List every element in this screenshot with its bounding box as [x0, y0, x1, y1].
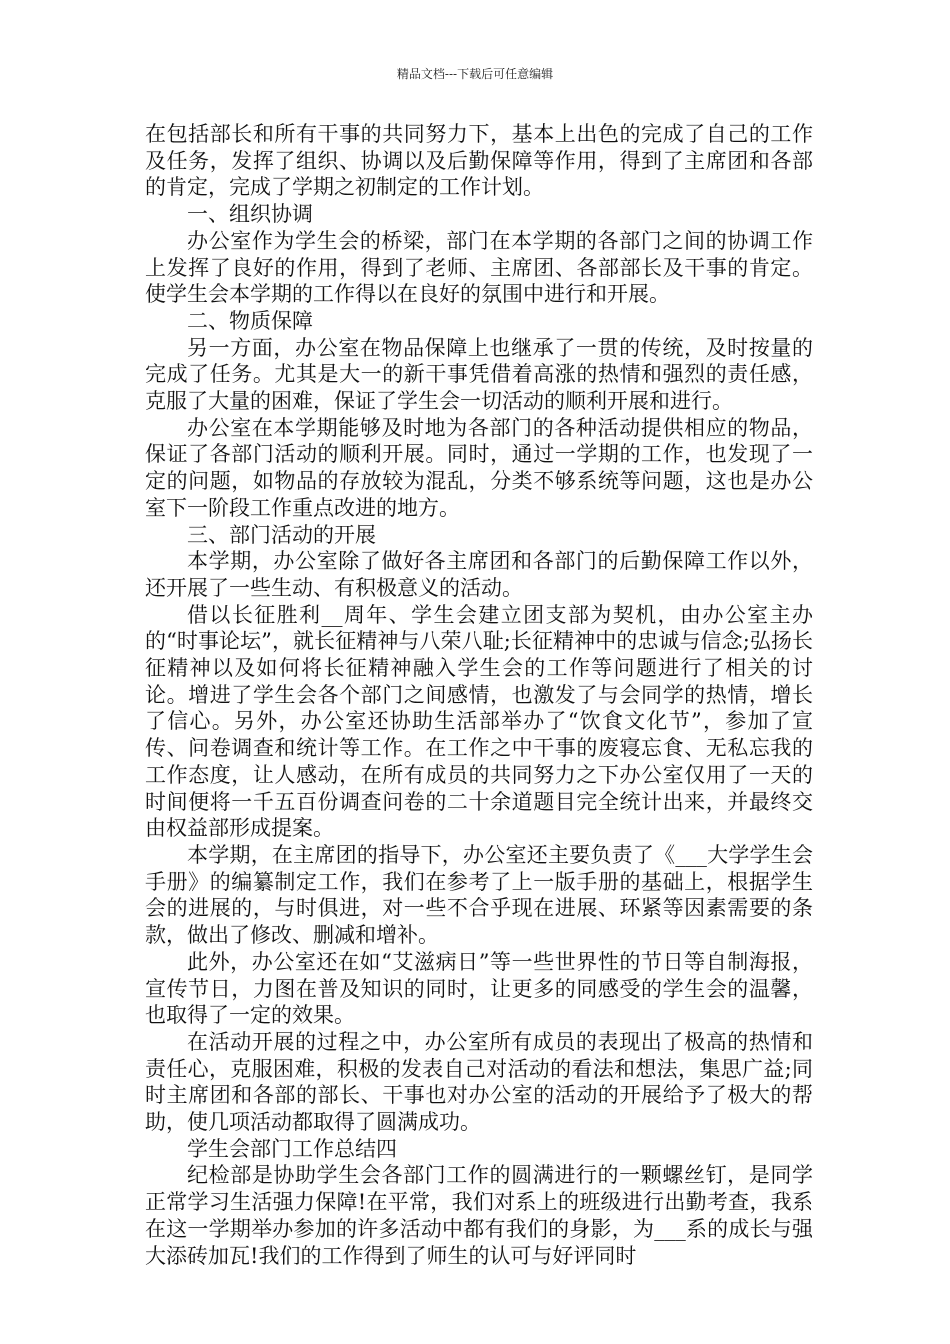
paragraph-handbook: 本学期，在主席团的指导下，办公室还主要负责了《___大学学生会手册》的编纂制定工作，我们在参考了上一版手册的基础上，根据学生会的进展的，与时俱进，对一些不合乎现在进展、环紧等因素需要的条款，做出了修改、删减和增补。: [145, 842, 813, 948]
paragraph-posters: 此外，办公室还在如“艾滋病日”等一些世界性的节日等自制海报，宣传节日，力图在普及知识的同时，让更多的同感受的学生会的温馨，也取得了一定的效果。: [145, 949, 813, 1028]
paragraph-coordination: 办公室作为学生会的桥梁，部门在本学期的各部门之间的协调工作上发挥了良好的作用，得到了老师、主席团、各部部长及干事的肯定。使学生会本学期的工作得以在良好的氛围中进行和开展。: [145, 228, 813, 307]
section-heading-summary-four: 学生会部门工作总结四: [187, 1136, 397, 1161]
paragraph-intro: 在包括部长和所有干事的共同努力下，基本上出色的完成了自己的工作及任务，发挥了组织、协调以及后勤保障等作用，得到了主席团和各部的肯定，完成了学期之初制定的工作计划。: [145, 122, 813, 200]
paragraph-summary: 在活动开展的过程之中，办公室所有成员的表现出了极高的热情和责任心，克服困难，积极的发表自己对活动的看法和想法，集思广益;同时主席团和各部的部长、干事也对办公室的活动的开展给予了极大的帮助，使几项活动都取得了圆满成功。: [145, 1029, 813, 1135]
section-heading-activities: 三、部门活动的开展: [187, 522, 376, 547]
paragraph-supplies-2: 办公室在本学期能够及时地为各部门的各种活动提供相应的物品，保证了各部门活动的顺利开展。同时，通过一学期的工作，也发现了一定的问题，如物品的存放较为混乱，分类不够系统等问题，这也是办公室下一阶段工作重点改进的地方。: [145, 415, 813, 520]
paragraph-supplies-1: 另一方面，办公室在物品保障上也继承了一贯的传统，及时按量的完成了任务。尤其是大一的新干事凭借着高涨的热情和强烈的责任感，克服了大量的困难，保证了学生会一切活动的顺利开展和进行。: [145, 335, 813, 414]
page-header: 精品文档---下载后可任意编辑: [396, 67, 554, 81]
paragraph-activities-2: 借以长征胜利__周年、学生会建立团支部为契机，由办公室主办的“时事论坛”，就长征精神与八荣八耻;长征精神中的忠诚与信念;弘扬长征精神以及如何将长征精神融入学生会的工作等问题进行了相关的讨论。增进了学生会各个部门之间感情，也激发了与会同学的热情，增长了信心。另外，办公室还协助生活部举办了“饮食文化节”，参加了宣传、问卷调查和统计等工作。在工作之中干事的废寝忘食、无私忘我的工作态度，让人感动，在所有成员的共同努力之下办公室仅用了一天的时间便将一千五百份调查问卷的二十余道题目完全统计出来，并最终交由权益部形成提案。: [145, 602, 813, 841]
paragraph-activities-1: 本学期，办公室除了做好各主席团和各部门的后勤保障工作以外，还开展了一些生动、有积极意义的活动。: [145, 549, 813, 600]
paragraph-discipline: 纪检部是协助学生会各部门工作的圆满进行的一颗螺丝钉，是同学正常学习生活强力保障!在平常，我们对系上的班级进行出勤考查，我系在这一学期举办参加的许多活动中都有我们的身影，为___系的成长与强大添砖加瓦!我们的工作得到了师生的认可与好评同时: [145, 1163, 813, 1268]
section-heading-coordination: 一、组织协调: [187, 202, 313, 227]
section-heading-supplies: 二、物质保障: [187, 308, 313, 333]
document-body: [145, 121, 813, 1269]
